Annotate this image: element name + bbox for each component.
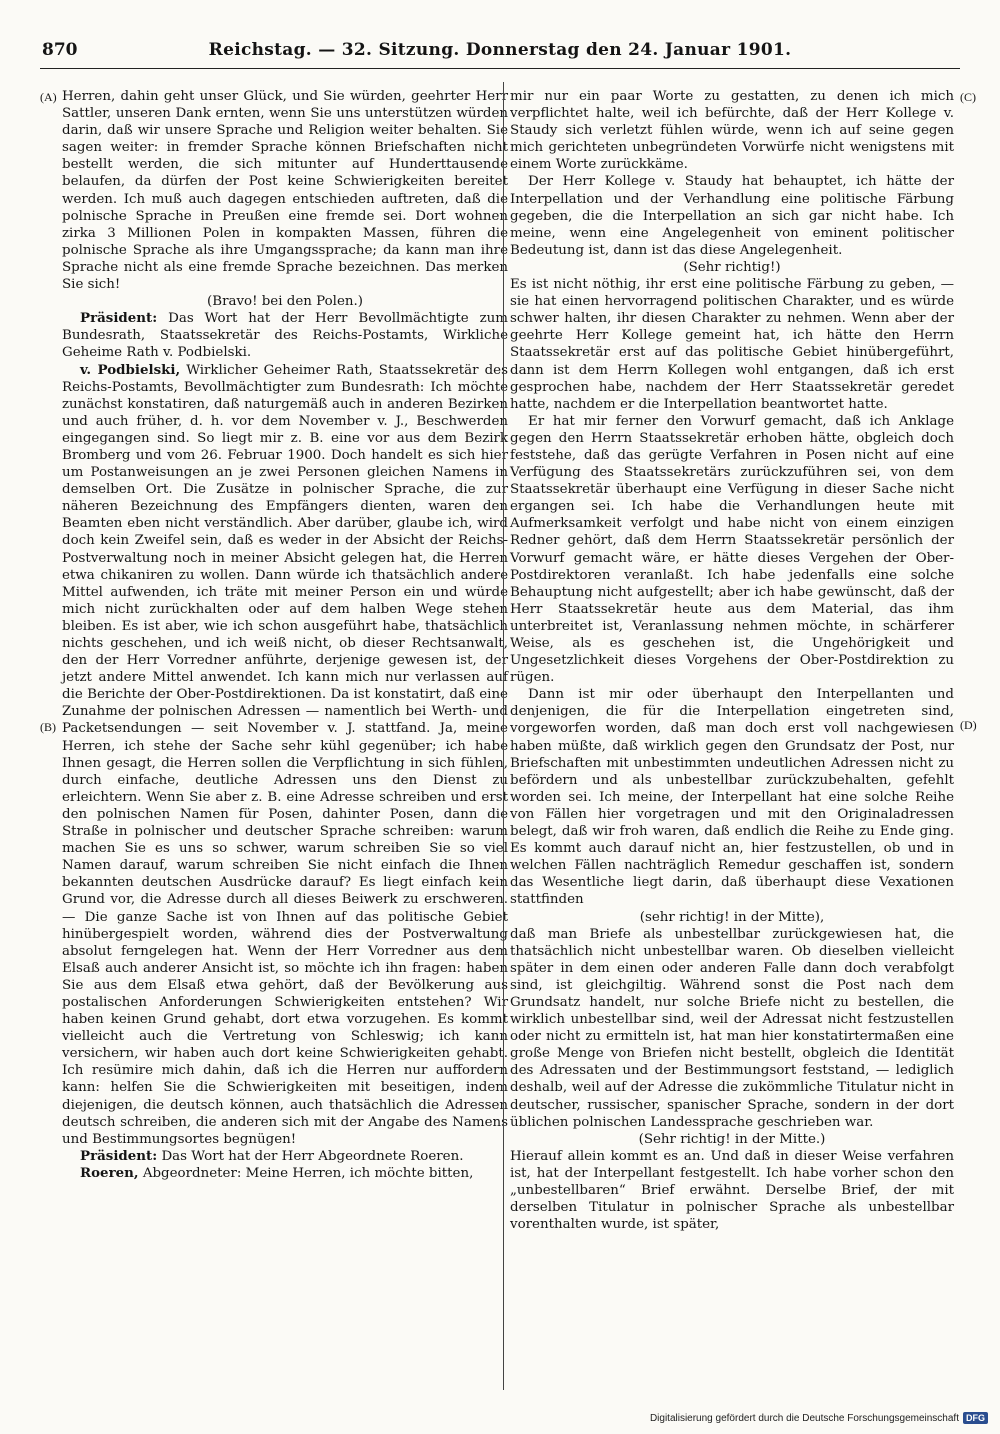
dfg-logo: DFG	[963, 1412, 988, 1424]
paragraph	[62, 88, 508, 293]
paragraph-text: Er hat mir ferner den Vorwurf gemacht, daß ich Anklage gegen den Herrn Staatssekretär erhoben hätte, obgleich doch feststehe, daß das gerügte Verfahren in Posen nicht auf eine Verfügung des Staatssekretärs zurückzuführen sei, von dem Staatssekretär überhaupt eine Verfügung in dieser Sache nicht ergangen sei. Ich habe die Verhandlungen heute mit Aufmerksamkeit verfolgt und habe nicht von einem einzigen Redner gehört, daß dem Herrn Staatssekretär persönlich der Vorwurf gemacht wäre, er hätte dieses Vergehen der Ober-Postdirektoren veranlaßt. Ich habe jedenfalls eine solche Behauptung nicht aufgestellt; aber ich habe gewünscht, daß der Herr Staatssekretär heute aus dem Material, das ihm unterbreitet ist, Veranlassung nehmen möchte, in schärferer Weise, als es geschehen ist, die Ungehörigkeit und Ungesetzlichkeit dieses Vorgehens der Ober-Postdirektion zu rügen.	[510, 413, 954, 686]
paragraph	[510, 926, 954, 1131]
speaker-name: v. Podbielski,	[80, 361, 181, 378]
paragraph-text: (Sehr richtig! in der Mitte.)	[638, 1131, 826, 1147]
paragraph-text: Hierauf allein kommt es an. Und daß in dieser Weise verfahren ist, hat der Interpellant festgestellt. Ich habe vorher schon den „unbestellbaren“ Brief erwähnt. Derselbe Brief, der mit derselben Titulatur in polnischer Sprache als unbestellbar vorenthalten wurde, ist später,	[510, 1148, 954, 1233]
paragraph	[510, 413, 954, 687]
paragraph-text: Herren, dahin geht unser Glück, und Sie würden, geehrter Herr Sattler, unseren Dank ernten, wenn Sie uns unterstützen würden darin, daß wir unsere Sprache und Religion weiter behalten. Sie sagen weiter: in fremder Sprache können Briefschaften nicht bestellt werden, die sich mitunter auf Hunderttausende belaufen, da dürfen der Post keine Schwierigkeiten bereitet werden. Ich muß auch dagegen entschieden auftreten, daß die polnische Sprache in Preußen eine fremde sei. Dort wohnen zirka 3 Millionen Polen in kompakten Massen, führen die polnische Sprache als ihre Umgangssprache; da kann man ihre Sprache nicht als eine fremde Sprache bezeichnen. Das merken Sie sich!	[62, 89, 508, 293]
paragraph	[62, 1165, 508, 1182]
margin-mark-a: (A)	[40, 90, 57, 104]
margin-mark-d: (D)	[960, 718, 977, 732]
left-text-column	[62, 88, 508, 1182]
paragraph-text: (Bravo! bei den Polen.)	[207, 294, 363, 310]
paragraph	[510, 909, 954, 926]
paragraph-text: Wirklicher Geheimer Rath, Staatssekretär des Reichs-Postamts, Bevollmächtigter zum Bundesrath: Ich möchte zunächst konstatiren, daß naturgemäß auch in anderen Bezirken und auch früher, d. h. vor dem November v. J., Beschwerden eingegangen sind. So liegt mir z. B. eine vor aus dem Bezirk Bromberg und vom 26. Februar 1900. Doch handelt es sich hier um Postanweisungen an je zwei Personen gleichen Namens in demselben Ort. Die Zusätze in polnischer Sprache, die zur näheren Bezeichnung des Empfängers dienten, waren den Beamten eben nicht verständlich. Aber darüber, glaube ich, wird doch kein Zweifel sein, daß es weder in der Absicht der Reichs-Postverwaltung noch in meiner Absicht gelegen hat, die Herren etwa chikaniren zu wollen. Dann würde ich thatsächlich andere Mittel aufwenden, ich träte mit meiner Person ein und würde mich nicht zurückhalten oder auf dem halben Wege stehen bleiben. Es ist aber, wie ich schon ausgeführt habe, thatsächlich nichts geschehen, und ich weiß nicht, ob dieser Rechtsanwalt, den der Herr Vorredner anführte, derjenige gewesen ist, der jetzt andere Mittel anwendet. Ich kann mich nur verlassen auf die Berichte der Ober-Postdirektionen. Da ist konstatirt, daß eine Zunahme der polnischen Adressen — namentlich bei Werth- und Packetsendungen — seit November v. J. stattfand. Ja, meine Herren, ich stehe der Sache sehr kühl gegenüber; ich habe Ihnen gesagt, die Herren sollen die Verpflichtung in sich fühlen, durch einfache, deutliche Adressen uns den Dienst zu erleichtern. Wenn Sie aber z. B. eine Adresse schreiben und erst den polnischen Namen für Posen, dahinter Posen, dann die Straße in polnischer und deutscher Sprache schreiben: warum machen Sie es uns so schwer, warum schreiben Sie so viel Namen darauf, warum schreiben Sie nicht einfach die Ihnen bekannten deutschen Ausdrücke darauf? Es liegt einfach kein Grund vor, die Adresse durch all dieses Beiwerk zu erschweren. — Die ganze Sache ist von Ihnen auf das politische Gebiet hinübergespielt worden, während dies der Postverwaltung absolut ferngelegen hat. Wenn der Herr Vorredner aus dem Elsaß auch anderer Ansicht ist, so möchte ich ihn fragen: haben Sie aus dem Elsaß etwa gehört, daß der Bevölkerung aus postalischen Anforderungen Schwierigkeiten entstehen? Wir haben keinen Grund gehabt, dort etwa vorzugehen. Es kommt vielleicht auch die Vertretung von Schleswig; ich kann versichern, wir haben auch dort keine Schwierigkeiten gehabt. Ich resümire mich dahin, daß ich die Herren nur auffordern kann: helfen Sie die Schwierigkeiten mit beseitigen, indem diejenigen, die deutsch können, auch thatsächlich die Adressen deutsch schreiben, die anderen sich mit der Angabe des Namens und Bestimmungsortes begnügen!	[62, 362, 508, 1147]
speaker-name: Präsident:	[80, 310, 158, 327]
paragraph-text: (Sehr richtig!)	[683, 259, 781, 275]
paragraph-text: Das Wort hat der Herr Bevollmächtigte zum Bundesrath, Staatssekretär des Reichs-Postamts, Wirkliche Geheime Rath v. Podbielski.	[62, 311, 508, 361]
paragraph-text: (sehr richtig! in der Mitte),	[639, 909, 825, 925]
running-head: Reichstag. — 32. Sitzung. Donnerstag den 24. Januar 1901.	[208, 40, 792, 60]
header-rule	[40, 68, 960, 69]
footer-credit	[650, 1412, 988, 1424]
paragraph	[510, 1131, 954, 1148]
paragraph-text: Dann ist mir oder überhaupt den Interpellanten und denjenigen, die für die Interpellation eingetreten sind, vorgeworfen worden, daß man doch erst voll nachgewiesen haben müßte, daß wirklich gegen den Grundsatz der Post, nur Briefschaften mit unbestimmten undeutlichen Adressen nicht zu befördern und als unbestellbar zurückzubehalten, gefehlt worden sei. Ich meine, der Interpellant hat eine solche Reihe von Fällen hier vorgetragen und mit den Originaladressen belegt, daß wir froh waren, daß endlich die Reihe zu Ende ging. Es kommt auch darauf nicht an, hier festzustellen, ob und in welchen Fällen nachträglich Remedur geschaffen ist, sondern das Wesentliche liegt darin, daß überhaupt diese Vexationen stattfinden	[510, 687, 954, 908]
paragraph	[62, 1148, 508, 1165]
speaker-name: Präsident:	[80, 1147, 158, 1164]
paragraph	[62, 293, 508, 310]
paragraph-text: Der Herr Kollege v. Staudy hat behauptet, ich hätte der Interpellation und der Verhandlung eine politische Färbung gegeben, die die Interpellation an sich gar nicht habe. Ich meine, wenn eine Angelegenheit von eminent politischer Bedeutung ist, dann ist das diese Angelegenheit.	[510, 174, 954, 258]
paragraph	[510, 173, 954, 258]
paragraph	[510, 1148, 954, 1233]
page-number: 870	[42, 40, 78, 60]
margin-mark-b: (B)	[40, 720, 56, 734]
paragraph-text: daß man Briefe als unbestellbar zurückgewiesen hat, die thatsächlich nicht unbestellbar waren. Ob dieselben vielleicht später in dem einen oder anderen Falle dann doch verabfolgt sind, ist gleichgiltig. Während sonst die Post nach dem Grundsatz handelt, nur solche Briefe nicht zu bestellen, die wirklich unbestellbar sind, weil der Adressat nicht festzustellen oder nicht zu ermitteln ist, hat man hier konstatirtermaßen eine große Menge von Briefen nicht bestellt, obgleich die Identität des Adressaten und der Bestimmungsort feststand, — lediglich deshalb, weil auf der Adresse die zukömmliche Titulatur nicht in deutscher, russischer, spanischer Sprache, sondern in der dort üblichen polnischen Landessprache geschrieben war.	[510, 926, 954, 1130]
paragraph-text: Abgeordneter: Meine Herren, ich möchte bitten,	[138, 1165, 474, 1181]
paragraph	[62, 362, 508, 1148]
speaker-name: Roeren,	[80, 1164, 139, 1181]
paragraph	[510, 276, 954, 413]
paragraph	[62, 310, 508, 361]
page-header	[40, 38, 960, 66]
paragraph	[510, 686, 954, 908]
paragraph-text: mir nur ein paar Worte zu gestatten, zu denen ich mich verpflichtet halte, weil ich befürchte, daß der Herr Kollege v. Staudy sich verletzt fühlen würde, wenn ich auf seine gegen mich gerichteten unbegründeten Vorwürfe nicht wenigstens mit einem Worte zurückkäme.	[510, 89, 954, 173]
margin-mark-c: (C)	[960, 90, 976, 104]
paragraph-text: Das Wort hat der Herr Abgeordnete Roeren.	[157, 1148, 464, 1164]
footer-credit-text: Digitalisierung gefördert durch die Deutsche Forschungsgemeinschaft	[649, 1412, 959, 1424]
paragraph	[510, 88, 954, 173]
right-text-column	[510, 88, 954, 1233]
column-divider	[503, 82, 504, 1390]
paragraph-text: Es ist nicht nöthig, ihr erst eine politische Färbung zu geben, — sie hat einen hervorragend politischen Charakter, und es würde schwer halten, ihr diesen Charakter zu nehmen. Wenn aber der geehrte Herr Kollege gemeint hat, ich hätte den Herrn Staatssekretär erst auf das politische Gebiet hinübergeführt, dann ist dem Herrn Kollegen wohl entgangen, daß ich erst gesprochen habe, nachdem der Herr Staatssekretär geredet hatte, nachdem er die Interpellation beantwortet hatte.	[510, 277, 954, 412]
paragraph	[510, 259, 954, 276]
